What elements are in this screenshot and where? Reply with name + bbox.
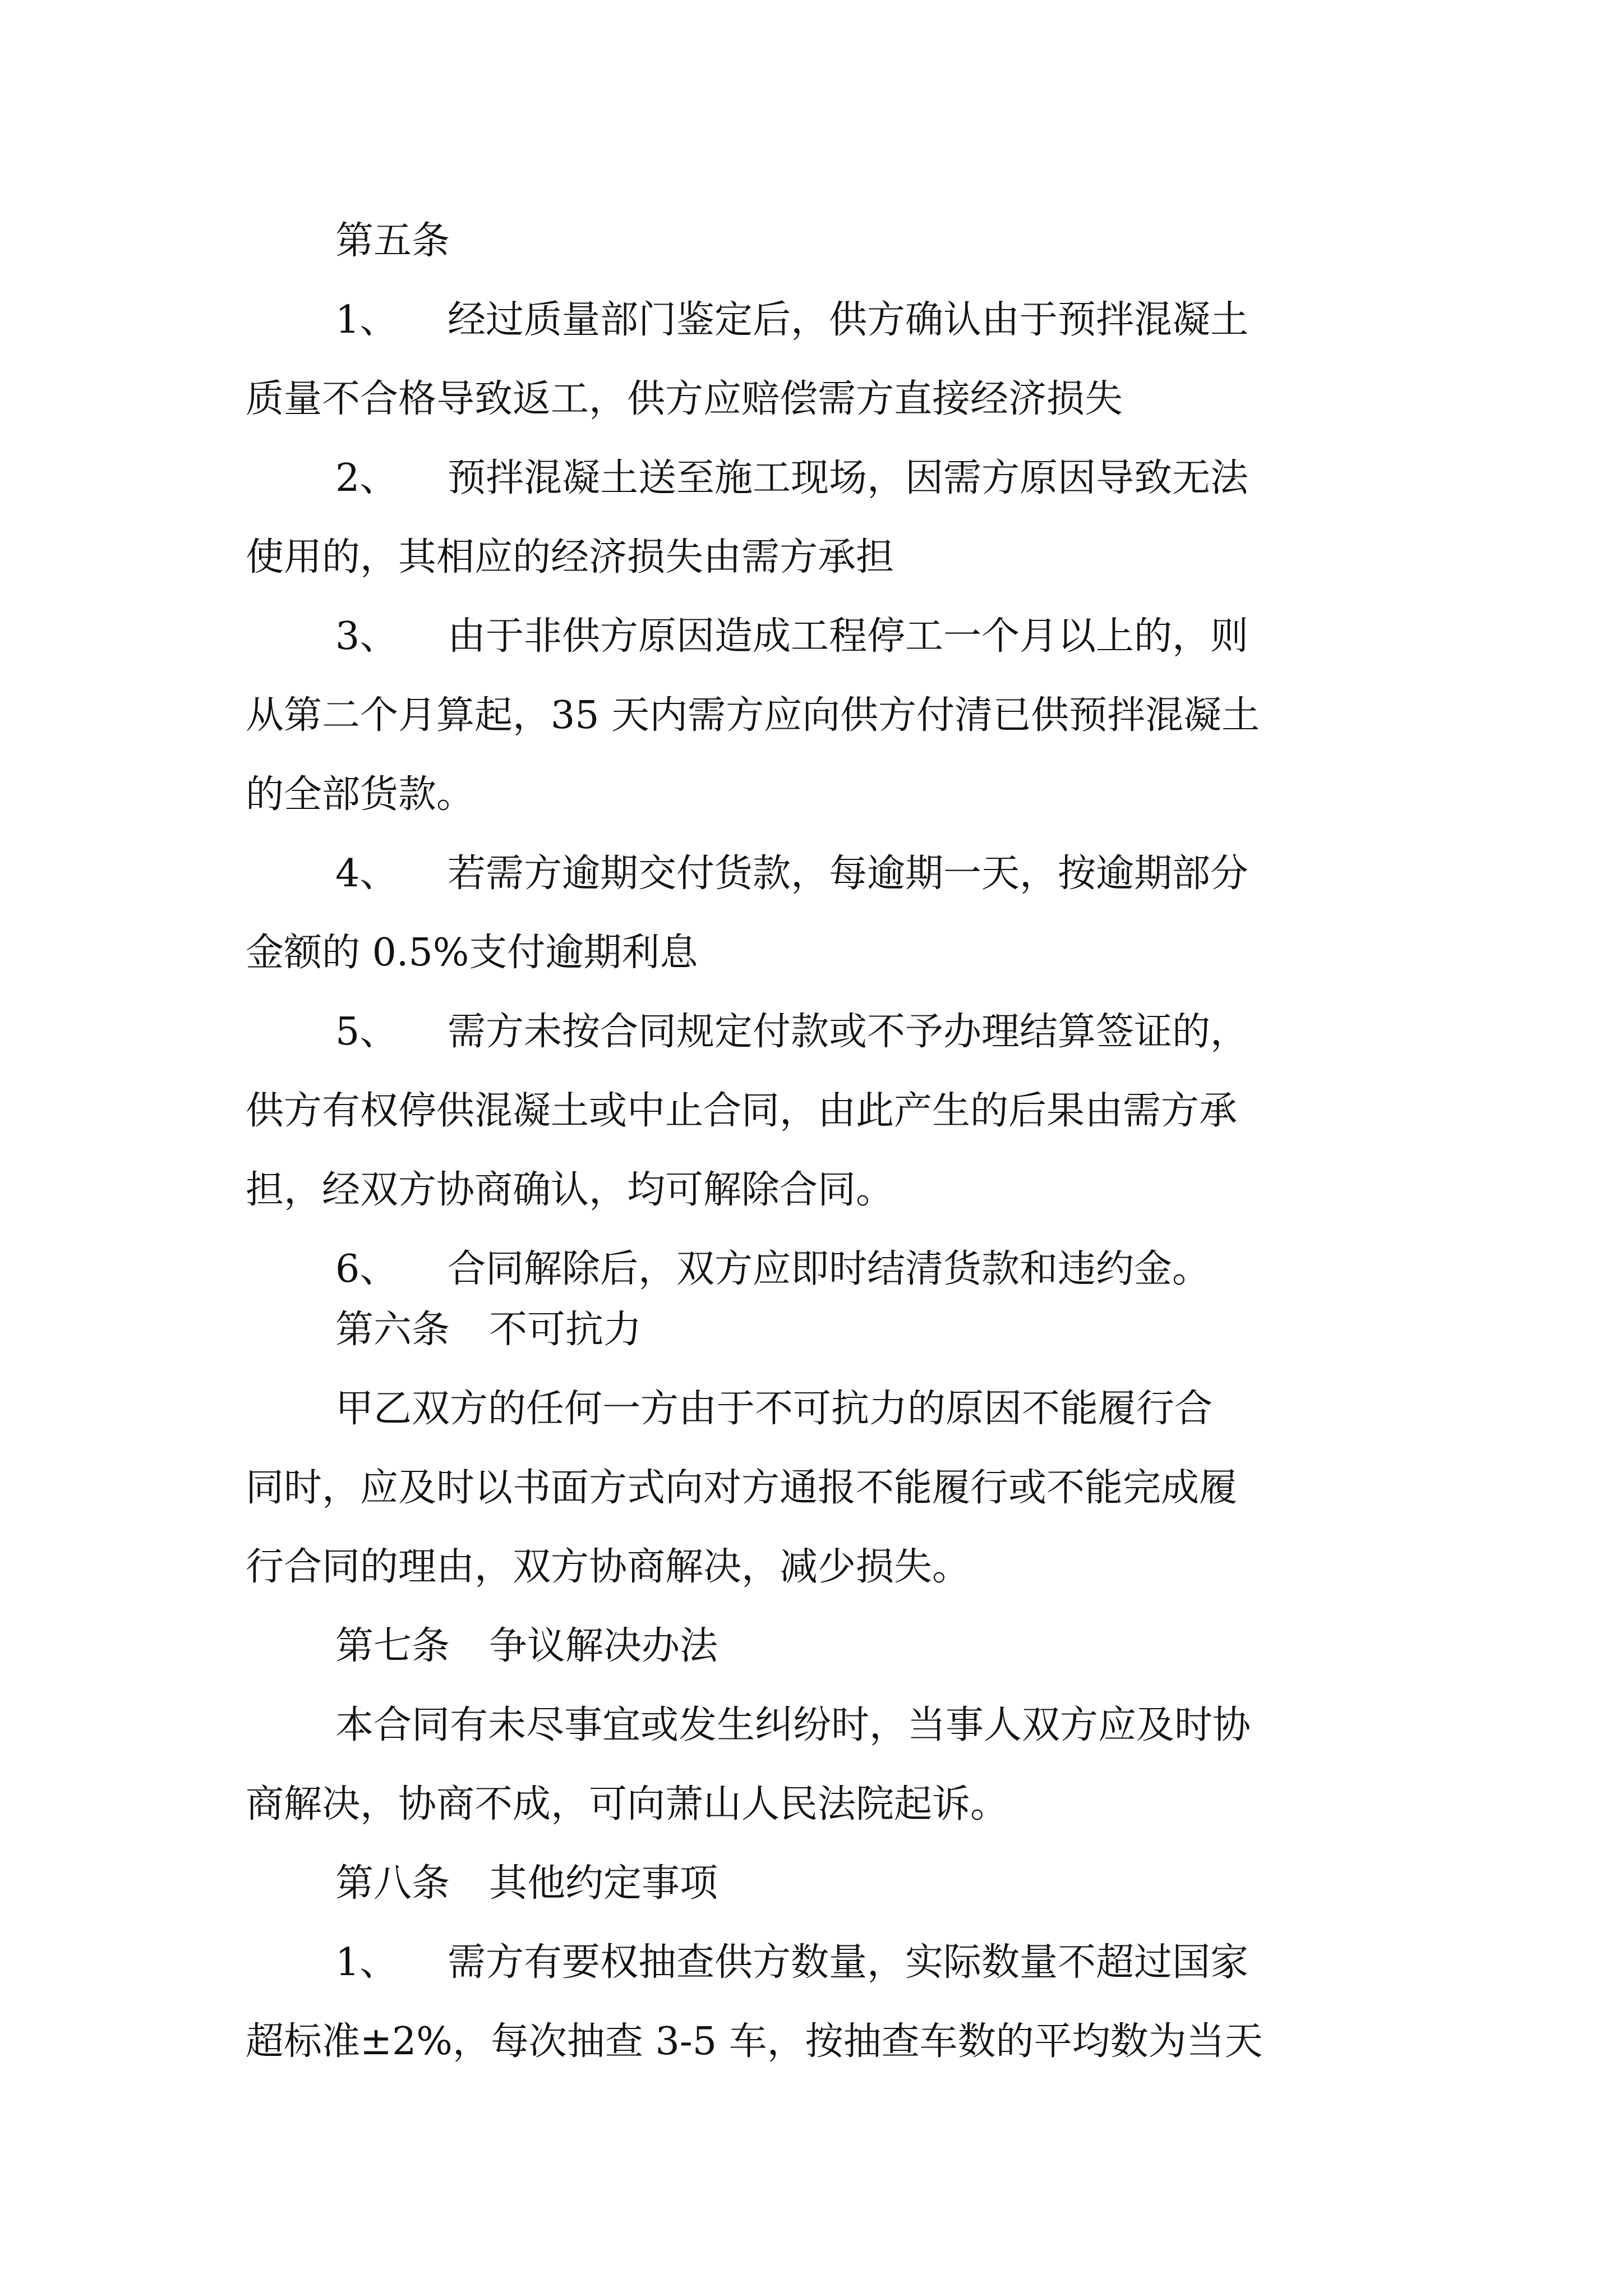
item-text: 若需方逾期交付货款，每逾期一天，按逾期部分 bbox=[448, 852, 1249, 896]
item-number: 2、 bbox=[335, 456, 398, 500]
item-text: 预拌混凝土送至施工现场，因需方原因导致无法 bbox=[448, 456, 1249, 500]
article-5-item-1-line-2 bbox=[246, 374, 1623, 425]
article-8-item-1-line-1 bbox=[335, 1938, 1623, 1988]
paragraph-text: 甲乙双方的任何一方由于不可抗力的原因不能履行合 bbox=[335, 1387, 1213, 1431]
article-7-title: 争议解决办法 bbox=[489, 1624, 718, 1668]
article-5-heading bbox=[335, 216, 1623, 266]
item-text: 超标准±2%，每次抽查 3-5 车，按抽查车数的平均数为当天 bbox=[246, 2019, 1263, 2064]
article-6-line-3 bbox=[246, 1542, 1623, 1593]
item-number: 3、 bbox=[335, 614, 398, 659]
item-number: 1、 bbox=[335, 298, 398, 342]
item-text: 经过质量部门鉴定后，供方确认由于预拌混凝土 bbox=[448, 298, 1249, 342]
article-8-title: 其他约定事项 bbox=[489, 1861, 718, 1906]
article-5-item-4-line-2 bbox=[246, 928, 1623, 978]
item-text: 使用的，其相应的经济损失由需方承担 bbox=[246, 535, 895, 579]
item-text: 的全部货款。 bbox=[246, 772, 475, 817]
article-5-item-5-line-3 bbox=[246, 1165, 1623, 1216]
paragraph-text: 行合同的理由，双方协商解决，减少损失。 bbox=[246, 1545, 971, 1589]
article-6-label: 第六条 bbox=[335, 1308, 450, 1352]
article-5-item-4-line-1 bbox=[335, 849, 1623, 899]
article-5-item-2-line-1 bbox=[335, 453, 1623, 504]
item-text: 担，经双方协商确认，均可解除合同。 bbox=[246, 1168, 895, 1212]
item-text: 金额的 0.5%支付逾期利息 bbox=[246, 931, 698, 975]
article-7-heading bbox=[335, 1621, 1623, 1672]
item-text: 由于非供方原因造成工程停工一个月以上的，则 bbox=[448, 614, 1249, 659]
article-5-item-5-line-1 bbox=[335, 1007, 1623, 1057]
article-6-title: 不可抗力 bbox=[489, 1308, 642, 1352]
article-5-item-2-line-2 bbox=[246, 532, 1623, 583]
article-5-title: 第五条 bbox=[335, 219, 450, 263]
item-text: 供方有权停供混凝土或中止合同，由此产生的后果由需方承 bbox=[246, 1089, 1238, 1133]
item-number: 5、 bbox=[335, 1010, 398, 1054]
article-5-item-1-line-1 bbox=[335, 295, 1623, 346]
article-6-line-1 bbox=[335, 1384, 1623, 1434]
item-text: 需方有要权抽查供方数量，实际数量不超过国家 bbox=[448, 1940, 1249, 1985]
item-number: 4、 bbox=[335, 852, 398, 896]
item-text: 质量不合格导致返工，供方应赔偿需方直接经济损失 bbox=[246, 377, 1123, 421]
article-5-item-5-line-2 bbox=[246, 1086, 1623, 1137]
article-6-line-2 bbox=[246, 1463, 1623, 1513]
item-text: 合同解除后，双方应即时结清货款和违约金。 bbox=[448, 1247, 1211, 1291]
article-6-heading bbox=[335, 1305, 1623, 1355]
article-8-heading bbox=[335, 1858, 1623, 1909]
item-text: 从第二个月算起，35 天内需方应向供方付清已供预拌混凝土 bbox=[246, 693, 1260, 738]
article-8-item-1-line-2 bbox=[246, 2017, 1623, 2067]
item-number: 1、 bbox=[335, 1940, 398, 1985]
article-5-item-6-line-1 bbox=[335, 1244, 1623, 1295]
paragraph-text: 同时，应及时以书面方式向对方通报不能履行或不能完成履 bbox=[246, 1466, 1238, 1510]
article-5-item-3-line-1 bbox=[335, 611, 1623, 662]
article-5-item-3-line-3 bbox=[246, 770, 1623, 820]
article-5-item-3-line-2 bbox=[246, 691, 1623, 741]
paragraph-text: 本合同有未尽事宜或发生纠纷时，当事人双方应及时协 bbox=[335, 1703, 1251, 1747]
item-text: 需方未按合同规定付款或不予办理结算签证的， bbox=[448, 1010, 1249, 1054]
article-7-label: 第七条 bbox=[335, 1624, 450, 1668]
article-7-line-1 bbox=[335, 1700, 1623, 1751]
paragraph-text: 商解决，协商不成，可向萧山人民法院起诉。 bbox=[246, 1782, 1009, 1826]
item-number: 6、 bbox=[335, 1247, 398, 1291]
article-7-line-2 bbox=[246, 1779, 1623, 1830]
article-8-label: 第八条 bbox=[335, 1861, 450, 1906]
